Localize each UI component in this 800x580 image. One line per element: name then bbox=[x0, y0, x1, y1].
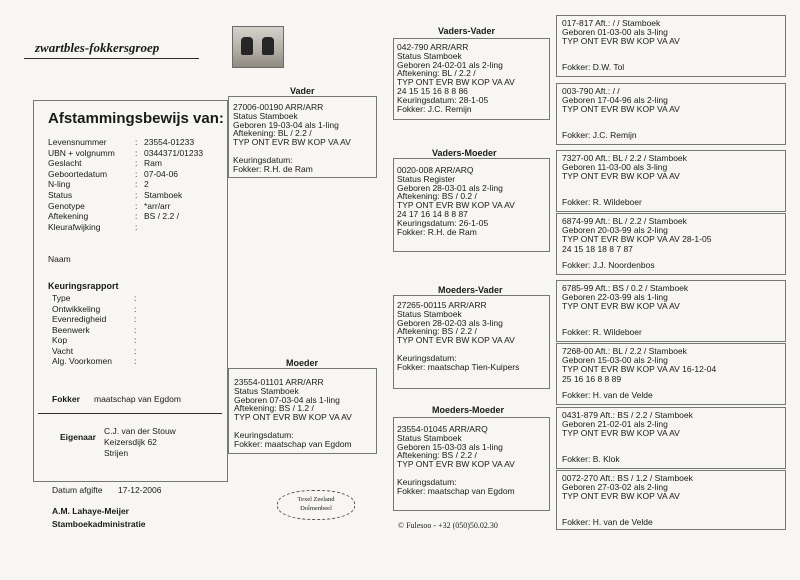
mm-line: TYP ONT EVR BW KOP VA AV bbox=[397, 459, 515, 470]
keuring-colon: : bbox=[134, 335, 137, 345]
field-label: Status bbox=[48, 190, 73, 200]
stamp-line-2: Dolmenbeel bbox=[300, 505, 332, 512]
great-grandparent-line: Geboren 11-03-00 als 3-ling bbox=[562, 162, 668, 173]
field-value: Stamboek bbox=[144, 190, 183, 200]
keuring-field-label: Alg. Voorkomen bbox=[52, 356, 113, 366]
fokker-label: Fokker bbox=[52, 394, 80, 404]
fokker-value: maatschap van Egdom bbox=[94, 394, 181, 404]
keuring-colon: : bbox=[134, 314, 137, 324]
vv-title: Vaders-Vader bbox=[438, 26, 496, 36]
vm-line: TYP ONT EVR BW KOP VA AV bbox=[397, 200, 515, 211]
field-label: Geboortedatum bbox=[48, 168, 108, 179]
vader-line: 27006-00190 ARR/ARR bbox=[233, 102, 324, 112]
great-grandparent-line: 6874-99 Aft.: BL / 2.2 / Stamboek bbox=[562, 216, 687, 226]
vader-line: TYP ONT EVR BW KOP VA AV bbox=[233, 137, 351, 148]
stamp-logo bbox=[277, 490, 355, 520]
field-value: BS / 2.2 / bbox=[144, 211, 179, 222]
moeder-line: 23554-01101 ARR/ARR bbox=[234, 377, 324, 387]
great-grandparent-line: TYP ONT EVR BW KOP VA AV bbox=[562, 491, 680, 502]
great-grandparent-line: Geboren 27-03-02 als 2-ling bbox=[562, 482, 668, 493]
header-title: zwartbles-fokkersgroep bbox=[35, 40, 160, 55]
vm-line: 24 17 16 14 8 8 87 bbox=[397, 209, 468, 219]
field-value: 23554-01233 bbox=[144, 137, 195, 147]
mv-line: Keuringsdatum: bbox=[397, 352, 457, 363]
great-grandparent-line: 017-817 Aft.: / / Stamboek bbox=[562, 18, 661, 28]
mv-line: Geboren 28-02-03 als 3-ling bbox=[397, 317, 503, 328]
keuring-colon: : bbox=[134, 345, 137, 356]
header-underline bbox=[24, 58, 199, 59]
keuring-colon: : bbox=[134, 293, 137, 303]
great-grandparent-line: 6785-99 Aft.: BS / 0.2 / Stamboek bbox=[562, 283, 689, 293]
field-value: Ram bbox=[144, 158, 162, 169]
field-label: Kleurafwijking bbox=[48, 221, 101, 232]
vader-line: Status Stamboek bbox=[233, 110, 298, 121]
field-colon: : bbox=[135, 200, 138, 211]
field-label: N-ling bbox=[48, 179, 71, 190]
vm-line: Keuringsdatum: 26-1-05 bbox=[397, 217, 489, 228]
field-colon: : bbox=[135, 179, 138, 190]
mm-line: Aftekening: BS / 2.2 / bbox=[397, 450, 477, 461]
field-label: Levensnummer bbox=[48, 137, 107, 147]
mm-line: 23554-01045 ARR/ARQ bbox=[397, 424, 488, 434]
field-colon: : bbox=[135, 158, 138, 169]
moeder-line: TYP ONT EVR BW KOP VA AV bbox=[234, 412, 352, 423]
great-grandparent-line: Geboren 22-03-99 als 1-ling bbox=[562, 292, 668, 303]
great-grandparent-line: 24 15 18 18 8 7 87 bbox=[562, 243, 633, 254]
mm-line: Geboren 15-03-03 als 1-ling bbox=[397, 441, 503, 452]
moeder-line: Keuringsdatum: bbox=[234, 429, 294, 440]
vader-line: Keuringsdatum: bbox=[233, 154, 293, 165]
mv-line: Aftekening: BS / 2.2 / bbox=[397, 326, 477, 337]
mv-line: 27265-00115 ARR/ARR bbox=[397, 300, 487, 310]
field-value: 0344371/01233 bbox=[144, 147, 204, 158]
vv-line: 24 15 15 16 8 8 86 bbox=[397, 86, 468, 96]
eigenaar-label: Eigenaar bbox=[60, 432, 96, 442]
moeder-line: Geboren 07-03-04 als 1-ling bbox=[234, 394, 340, 405]
mv-line: TYP ONT EVR BW KOP VA AV bbox=[397, 335, 515, 346]
field-colon: : bbox=[135, 147, 138, 158]
page-title: Afstammingsbewijs van: bbox=[48, 110, 224, 127]
keuring-field-label: Ontwikkeling bbox=[52, 303, 101, 314]
vv-line: 042-790 ARR/ARR bbox=[397, 42, 469, 52]
moeder-line: Fokker: maatschap van Egdom bbox=[234, 438, 352, 449]
vv-line: Geboren 24-02-01 als 2-ling bbox=[397, 59, 503, 70]
great-grandparent-line: TYP ONT EVR BW KOP VA AV 28-1-05 bbox=[562, 234, 712, 245]
keuring-field-label: Beenwerk bbox=[52, 324, 90, 335]
vader-line: Geboren 19-03-04 als 1-ling bbox=[233, 119, 339, 130]
vader-line: Fokker: R.H. de Ram bbox=[233, 163, 313, 174]
field-colon: : bbox=[135, 190, 138, 200]
great-grandparent-line: TYP ONT EVR BW KOP VA AV bbox=[562, 171, 680, 182]
great-grandparent-line: 25 16 16 8 8 89 bbox=[562, 373, 622, 384]
field-value: 07-04-06 bbox=[144, 168, 179, 179]
naam-label: Naam bbox=[48, 254, 71, 264]
stamp-line-1: Texel Zeeland bbox=[297, 496, 335, 503]
moeder-title: Moeder bbox=[286, 358, 319, 368]
sheep-photo-icon bbox=[232, 26, 284, 68]
datum-label: Datum afgifte bbox=[52, 485, 103, 495]
great-grandparent-line: 0431-879 Aft.: BS / 2.2 / Stamboek bbox=[562, 410, 693, 420]
great-grandparent-line: 0072-270 Aft.: BS / 1.2 / Stamboek bbox=[562, 473, 693, 483]
keuring-colon: : bbox=[134, 303, 137, 314]
great-grandparent-line: Fokker: B. Klok bbox=[562, 454, 620, 464]
vv-line: Status Stamboek bbox=[397, 50, 462, 61]
field-label: UBN + volgnumm bbox=[48, 147, 115, 158]
vm-line: 0020-008 ARR/ARQ bbox=[397, 165, 474, 175]
footer-credit: © Fulesoo - +32 (050)50.02.30 bbox=[398, 521, 498, 530]
vv-line: Keuringsdatum: 28-1-05 bbox=[397, 94, 489, 105]
vader-title: Vader bbox=[290, 86, 315, 96]
great-grandparent-line: 7268-00 Aft.: BL / 2.2 / Stamboek bbox=[562, 346, 687, 356]
great-grandparent-line: TYP ONT EVR BW KOP VA AV bbox=[562, 104, 680, 115]
great-grandparent-line: TYP ONT EVR BW KOP VA AV bbox=[562, 301, 680, 312]
great-grandparent-line: Geboren 15-03-00 als 2-ling bbox=[562, 355, 668, 366]
great-grandparent-line: 7327-00 Aft.: BL / 2.2 / Stamboek bbox=[562, 153, 687, 163]
datum-value: 17-12-2006 bbox=[118, 485, 162, 495]
great-grandparent-line: TYP ONT EVR BW KOP VA AV bbox=[562, 36, 680, 47]
great-grandparent-line: Geboren 21-02-01 als 2-ling bbox=[562, 419, 668, 430]
field-colon: : bbox=[135, 137, 138, 147]
mv-line: Fokker: maatschap Tien-Kuipers bbox=[397, 361, 520, 372]
vv-line: Aftekening: BL / 2.2 / bbox=[397, 68, 476, 79]
field-label: Aftekening bbox=[48, 211, 89, 222]
keuring-field-label: Kop bbox=[52, 335, 68, 345]
mv-title: Moeders-Vader bbox=[438, 285, 503, 295]
field-colon: : bbox=[135, 168, 138, 179]
great-grandparent-line: Fokker: R. Wildeboer bbox=[562, 197, 642, 207]
vm-line: Aftekening: BS / 0.2 / bbox=[397, 191, 477, 202]
vv-line: Fokker: J.C. Remijn bbox=[397, 103, 472, 114]
great-grandparent-line: Fokker: R. Wildeboer bbox=[562, 327, 642, 337]
moeder-line: Aftekening: BS / 1.2 / bbox=[234, 403, 314, 414]
keuring-colon: : bbox=[134, 356, 137, 366]
great-grandparent-line: Geboren 20-03-99 als 2-ling bbox=[562, 225, 668, 236]
signer-name: A.M. Lahaye-Meijer bbox=[52, 506, 129, 516]
mm-line: Status Stamboek bbox=[397, 432, 462, 443]
mm-line: Fokker: maatschap van Egdom bbox=[397, 485, 515, 496]
great-grandparent-line: Fokker: J.J. Noordenbos bbox=[562, 260, 655, 270]
field-colon: : bbox=[135, 221, 138, 232]
field-value: 2 bbox=[144, 179, 149, 190]
great-grandparent-line: TYP ONT EVR BW KOP VA AV bbox=[562, 428, 680, 439]
mv-line: Status Stamboek bbox=[397, 308, 462, 319]
vm-line: Status Register bbox=[397, 173, 456, 184]
vv-line: TYP ONT EVR BW KOP VA AV bbox=[397, 77, 515, 88]
great-grandparent-line: 003-790 Aft.: / / bbox=[562, 86, 620, 96]
keuring-colon: : bbox=[134, 324, 137, 335]
divider bbox=[38, 413, 222, 414]
field-label: Genotype bbox=[48, 200, 85, 211]
great-grandparent-line: Fokker: D.W. Tol bbox=[562, 62, 625, 72]
vm-line: Geboren 28-03-01 als 2-ling bbox=[397, 182, 503, 193]
great-grandparent-line: Geboren 17-04-96 als 2-ling bbox=[562, 95, 668, 106]
keuring-field-label: Vacht bbox=[52, 345, 74, 356]
keuring-field-label: Evenredigheid bbox=[52, 314, 107, 324]
vm-title: Vaders-Moeder bbox=[432, 148, 497, 158]
great-grandparent-line: Geboren 01-03-00 als 3-ling bbox=[562, 27, 668, 38]
great-grandparent-line: Fokker: H. van de Velde bbox=[562, 517, 653, 527]
eigenaar-line-3: Strijen bbox=[104, 448, 129, 458]
eigenaar-line-2: Keizersdijk 62 bbox=[104, 437, 157, 447]
moeder-line: Status Stamboek bbox=[234, 385, 299, 396]
great-grandparent-line: Fokker: J.C. Remijn bbox=[562, 130, 637, 140]
keuring-field-label: Type bbox=[52, 293, 71, 303]
mm-title: Moeders-Moeder bbox=[432, 405, 505, 415]
vader-line: Aftekening: BL / 2.2 / bbox=[233, 128, 312, 139]
great-grandparent-line: TYP ONT EVR BW KOP VA AV 16-12-04 bbox=[562, 364, 717, 375]
field-label: Geslacht bbox=[48, 158, 82, 169]
vm-line: Fokker: R.H. de Ram bbox=[397, 226, 477, 237]
keuring-title: Keuringsrapport bbox=[48, 281, 119, 291]
mm-line: Keuringsdatum: bbox=[397, 476, 457, 487]
great-grandparent-line: Fokker: H. van de Velde bbox=[562, 390, 653, 400]
field-colon: : bbox=[135, 211, 138, 222]
field-value: *arr/arr bbox=[144, 200, 171, 211]
signer-role: Stamboekadministratie bbox=[52, 519, 146, 529]
eigenaar-line-1: C.J. van der Stouw bbox=[104, 426, 176, 436]
